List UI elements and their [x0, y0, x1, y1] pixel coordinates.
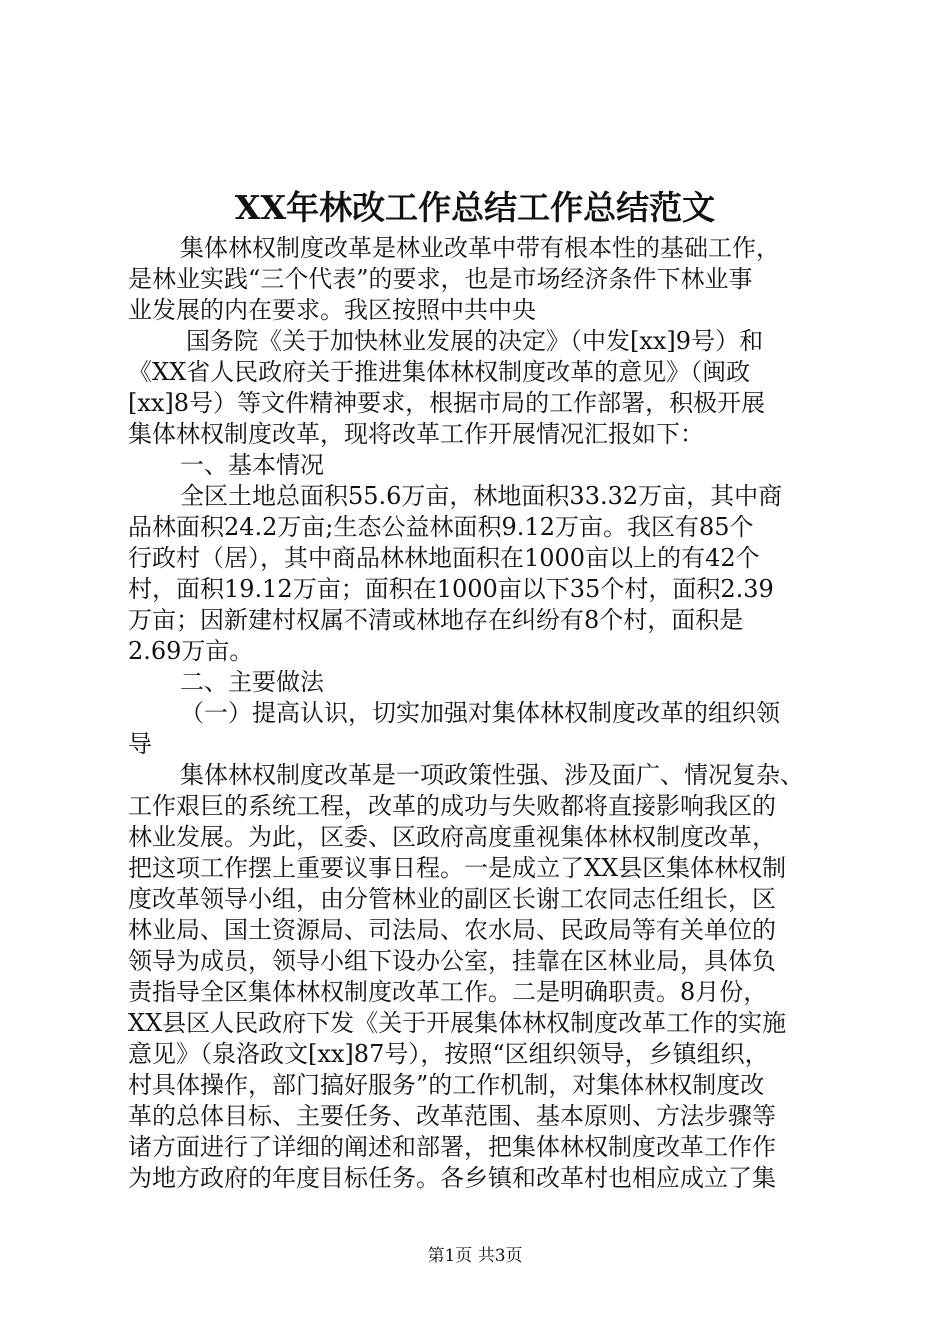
page-footer: 第1页 共3页 [427, 1246, 523, 1266]
subsection-heading: （一）提高认识，切实加强对集体林权制度改革的组织领 [180, 699, 780, 727]
text-line: 全区土地总面积55.6万亩，林地面积33.32万亩，其中商 [180, 482, 783, 510]
section-heading: 一、基本情况 [180, 451, 324, 479]
text-line: 村具体操作，部门搞好服务”的工作机制，对集体林权制度改 [128, 1071, 765, 1099]
text-line: 林业发展。为此，区委、区政府高度重视集体林权制度改革， [128, 823, 776, 851]
text-line: 是林业实践“三个代表”的要求，也是市场经济条件下林业事 [128, 265, 753, 293]
section-heading: 二、主要做法 [180, 668, 324, 696]
text-line: 为地方政府的年度目标任务。各乡镇和改革村也相应成立了集 [128, 1164, 776, 1192]
text-line: 集体林权制度改革，现将改革工作开展情况汇报如下： [128, 420, 704, 448]
text-line: XX县区人民政府下发《关于开展集体林权制度改革工作的实施 [128, 1009, 787, 1037]
text-line: [xx]8号）等文件精神要求，根据市局的工作部署，积极开展 [128, 389, 766, 417]
text-line: 度改革领导小组，由分管林业的副区长谢工农同志任组长，区 [128, 885, 776, 913]
text-line: 诸方面进行了详细的阐述和部署，把集体林权制度改革工作作 [128, 1133, 776, 1161]
document-body [128, 233, 838, 1194]
text-line: 领导为成员，领导小组下设办公室，挂靠在区林业局，具体负 [128, 947, 776, 975]
text-line: 万亩；因新建村权属不清或林地存在纠纷有8个村，面积是 [128, 606, 744, 634]
text-line: 集体林权制度改革是一项政策性强、涉及面广、情况复杂、 [180, 761, 804, 789]
text-line: 国务院《关于加快林业发展的决定》（中发[xx]9号）和 [186, 327, 764, 355]
text-line: 意见》（泉洛政文[xx]87号），按照“区组织领导，乡镇组织， [128, 1040, 769, 1068]
text-line: 责指导全区集体林权制度改革工作。二是明确职责。8月份， [128, 978, 768, 1006]
text-line: 工作艰巨的系统工程，改革的成功与失败都将直接影响我区的 [128, 792, 776, 820]
text-line: 2.69万亩。 [128, 637, 254, 665]
text-line: 导 [128, 730, 152, 758]
text-line: 集体林权制度改革是林业改革中带有根本性的基础工作， [180, 234, 780, 262]
text-line: 村，面积19.12万亩；面积在1000亩以下35个村，面积2.39 [128, 575, 774, 603]
text-line: 品林面积24.2万亩;生态公益林面积9.12万亩。我区有85个 [128, 513, 754, 541]
text-line: 业发展的内在要求。我区按照中共中央 [128, 296, 536, 324]
text-line: 革的总体目标、主要任务、改革范围、基本原则、方法步骤等 [128, 1102, 776, 1130]
text-line: 行政村（居），其中商品林林地面积在1000亩以上的有42个 [128, 544, 760, 572]
text-line: 把这项工作摆上重要议事日程。一是成立了XX县区集体林权制 [128, 854, 787, 882]
text-line: 《XX省人民政府关于推进集体林权制度改革的意见》（闽政 [128, 358, 751, 386]
document-title: XX年林改工作总结工作总结范文 [234, 188, 716, 227]
text-line: 林业局、国土资源局、司法局、农水局、民政局等有关单位的 [128, 916, 776, 944]
